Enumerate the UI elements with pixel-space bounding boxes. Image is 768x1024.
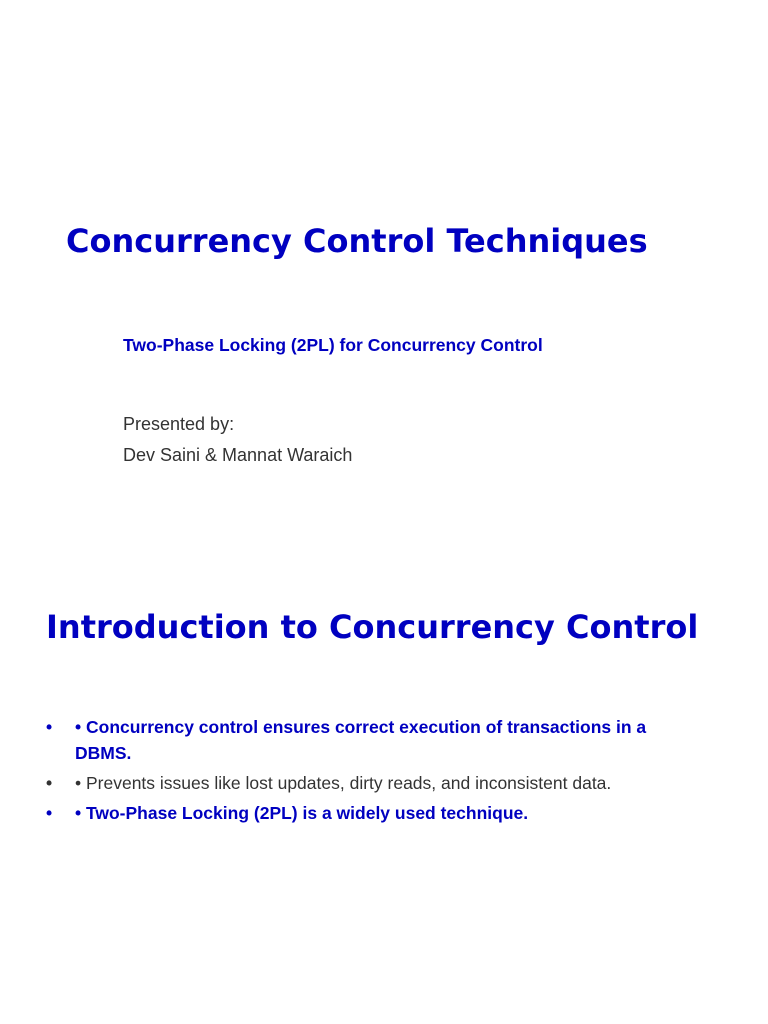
- bullet-item: [46, 800, 706, 826]
- bullet-item: [46, 714, 706, 766]
- bullet-marker: •: [46, 717, 53, 737]
- presenter-block: [123, 409, 352, 471]
- presented-by-label: Presented by:: [123, 414, 235, 434]
- slide-title: Concurrency Control Techniques: [66, 222, 648, 260]
- bullet-item: [46, 770, 706, 796]
- bullet-text: • Concurrency control ensures correct execution of transactions in a DBMS.: [75, 717, 647, 763]
- bullet-text: • Two-Phase Locking (2PL) is a widely used technique.: [75, 803, 529, 823]
- bullet-marker: •: [46, 773, 53, 793]
- slide-subtitle: Two-Phase Locking (2PL) for Concurrency Control: [123, 335, 543, 355]
- bullet-marker: •: [46, 803, 53, 823]
- bullet-text: • Prevents issues like lost updates, dirty reads, and inconsistent data.: [75, 773, 612, 793]
- section-title: Introduction to Concurrency Control: [46, 608, 699, 646]
- intro-slide: [0, 512, 768, 1024]
- presenter-names: Dev Saini & Mannat Waraich: [123, 445, 353, 465]
- bullet-list: [46, 714, 706, 830]
